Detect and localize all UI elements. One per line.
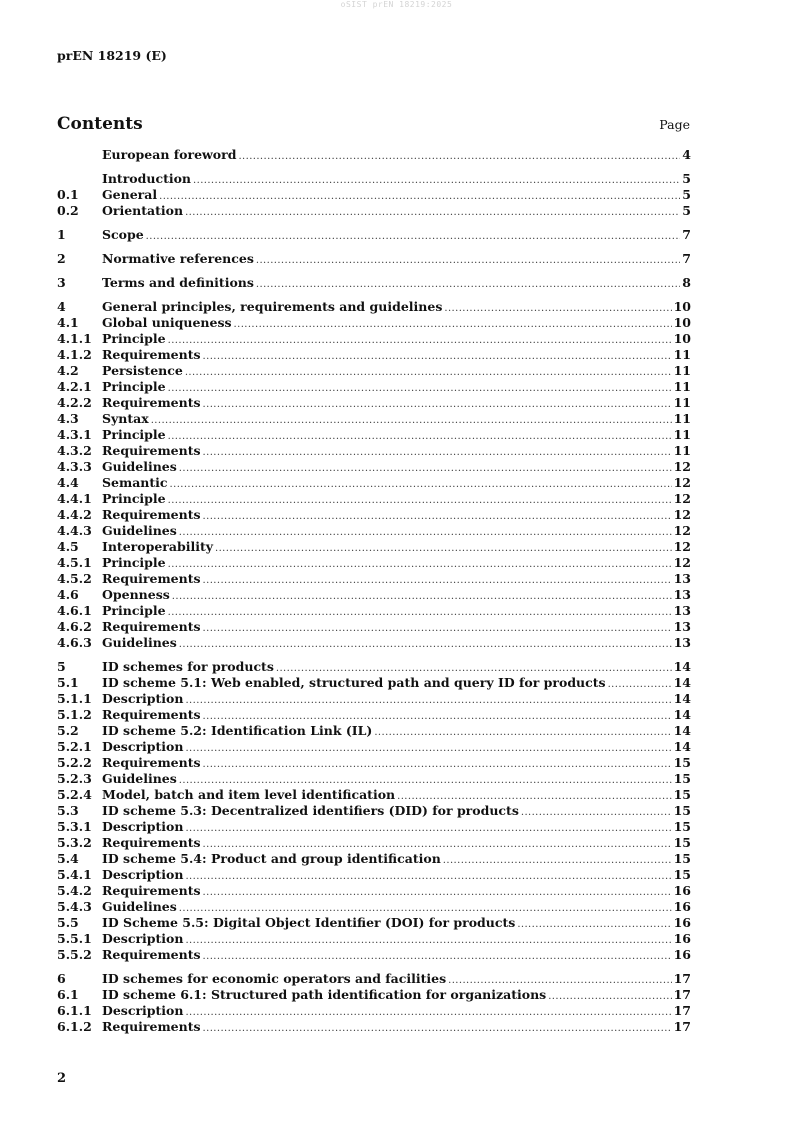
toc-entry-title: Requirements <box>102 883 201 898</box>
toc-entry-page: 15 <box>673 819 691 834</box>
toc-entry-number: 4.3.1 <box>57 427 92 442</box>
toc-entry-number: 5.3 <box>57 803 79 818</box>
toc-entry-title: Requirements <box>102 1019 201 1034</box>
toc-dot-leader <box>168 493 672 509</box>
toc-entry[interactable] <box>57 395 691 411</box>
toc-entry-number: 5.4 <box>57 851 79 866</box>
toc-entry-page: 16 <box>673 899 691 914</box>
toc-entry-number: 5.4.1 <box>57 867 92 882</box>
toc-entry-title: Requirements <box>102 755 201 770</box>
toc-entry-title: Requirements <box>102 707 201 722</box>
toc-entry-page: 17 <box>673 987 691 1002</box>
toc-entry-title: Description <box>102 1003 184 1018</box>
toc-entry[interactable] <box>57 555 691 571</box>
toc-entry-number: 3 <box>57 275 66 290</box>
toc-dot-leader <box>215 541 672 557</box>
toc-entry-title: ID scheme 6.1: Structured path identification for organizations <box>102 987 547 1002</box>
toc-entry[interactable] <box>57 739 691 755</box>
toc-dot-leader <box>168 605 672 621</box>
toc-dot-leader <box>151 413 672 429</box>
toc-entry[interactable] <box>57 147 691 163</box>
toc-dot-leader <box>168 333 672 349</box>
toc-entry[interactable] <box>57 755 691 771</box>
toc-entry-title: Requirements <box>102 443 201 458</box>
toc-entry-number: 4.2.1 <box>57 379 92 394</box>
toc-entry-page: 13 <box>673 587 691 602</box>
toc-entry-number: 0.1 <box>57 187 79 202</box>
toc-entry-page: 11 <box>673 363 691 378</box>
toc-dot-leader <box>179 637 672 653</box>
toc-entry-title: Requirements <box>102 835 201 850</box>
toc-entry-title: Syntax <box>102 411 149 426</box>
toc-entry-title: Semantic <box>102 475 168 490</box>
page-column-label: Page <box>659 117 690 132</box>
toc-entry[interactable] <box>57 1019 691 1035</box>
toc-entry-title: Description <box>102 931 184 946</box>
toc-entry-page: 16 <box>673 931 691 946</box>
toc-entry-number: 5.5.2 <box>57 947 92 962</box>
toc-entry[interactable] <box>57 443 691 459</box>
toc-entry-page: 15 <box>673 787 691 802</box>
toc-entry-title: Principle <box>102 555 166 570</box>
toc-dot-leader <box>185 205 680 221</box>
toc-entry-title: Guidelines <box>102 635 177 650</box>
toc-entry-page: 11 <box>673 443 691 458</box>
toc-dot-leader <box>185 1005 671 1021</box>
toc-entry-number: 5.5.1 <box>57 931 92 946</box>
document-id: prEN 18219 (E) <box>57 48 167 63</box>
toc-entry-number: 2 <box>57 251 66 266</box>
toc-entry-title: ID Scheme 5.5: Digital Object Identifier (DOI) for products <box>102 915 516 930</box>
toc-entry-title: Model, batch and item level identification <box>102 787 396 802</box>
toc-dot-leader <box>168 381 672 397</box>
toc-entry-page: 13 <box>673 603 691 618</box>
toc-entry-number: 1 <box>57 227 66 242</box>
toc-dot-leader <box>521 805 672 821</box>
toc-entry-title: Requirements <box>102 947 201 962</box>
toc-entry[interactable] <box>57 571 691 587</box>
toc-entry-page: 12 <box>673 475 691 490</box>
toc-entry-number: 4.4.1 <box>57 491 92 506</box>
toc-dot-leader <box>203 509 672 525</box>
toc-entry-page: 15 <box>673 755 691 770</box>
toc-entry-number: 0.2 <box>57 203 79 218</box>
toc-dot-leader <box>146 229 681 245</box>
toc-entry-title: Principle <box>102 331 166 346</box>
toc-entry-number: 4.5.1 <box>57 555 92 570</box>
toc-entry-number: 5.3.1 <box>57 819 92 834</box>
toc-dot-leader <box>203 349 672 365</box>
toc-entry-title: Description <box>102 819 184 834</box>
toc-entry[interactable] <box>57 171 691 187</box>
toc-entry[interactable] <box>57 203 691 219</box>
toc-entry-title: General <box>102 187 158 202</box>
toc-entry-number: 5.1.1 <box>57 691 92 706</box>
toc-dot-leader <box>256 253 680 269</box>
toc-entry-number: 4.2 <box>57 363 79 378</box>
toc-entry[interactable] <box>57 299 691 315</box>
toc-entry-number: 4.2.2 <box>57 395 92 410</box>
toc-entry-page: 12 <box>673 523 691 538</box>
toc-entry-number: 4.6 <box>57 587 79 602</box>
toc-entry-number: 6.1.1 <box>57 1003 92 1018</box>
toc-entry-number: 4.1.2 <box>57 347 92 362</box>
toc-entry[interactable] <box>57 691 691 707</box>
toc-dot-leader <box>185 821 671 837</box>
toc-entry-title: Guidelines <box>102 523 177 538</box>
toc-dot-leader <box>203 397 672 413</box>
toc-entry[interactable] <box>57 275 691 291</box>
toc-entry[interactable] <box>57 187 691 203</box>
toc-entry-number: 4.1.1 <box>57 331 92 346</box>
toc-entry-title: European foreword <box>102 147 237 162</box>
toc-entry-page: 13 <box>673 619 691 634</box>
toc-entry-page: 10 <box>673 299 691 314</box>
toc-entry[interactable] <box>57 723 691 739</box>
toc-dot-leader <box>203 573 672 589</box>
toc-entry-number: 6.1.2 <box>57 1019 92 1034</box>
toc-entry-number: 5.3.2 <box>57 835 92 850</box>
toc-dot-leader <box>159 189 680 205</box>
toc-entry-title: Normative references <box>102 251 254 266</box>
toc-dot-leader <box>608 677 672 693</box>
toc-entry-title: Guidelines <box>102 459 177 474</box>
toc-entry[interactable] <box>57 331 691 347</box>
toc-entry-number: 6.1 <box>57 987 79 1002</box>
toc-entry-page: 15 <box>673 867 691 882</box>
toc-entry[interactable] <box>57 947 691 963</box>
toc-dot-leader <box>238 149 680 165</box>
toc-entry-number: 4.3 <box>57 411 79 426</box>
toc-entry-title: Global uniqueness <box>102 315 232 330</box>
toc-dot-leader <box>203 1021 672 1037</box>
toc-dot-leader <box>234 317 672 333</box>
toc-entry-page: 10 <box>673 331 691 346</box>
toc-entry[interactable] <box>57 835 691 851</box>
toc-entry-number: 4.3.3 <box>57 459 92 474</box>
toc-entry[interactable] <box>57 491 691 507</box>
toc-dot-leader <box>172 589 672 605</box>
toc-dot-leader <box>185 869 671 885</box>
toc-entry-page: 12 <box>673 491 691 506</box>
toc-dot-leader <box>203 621 672 637</box>
toc-entry-title: ID schemes for products <box>102 659 274 674</box>
toc-dot-leader <box>185 365 672 381</box>
watermark: oSIST prEN 18219:2025 <box>340 0 453 9</box>
toc-entry-page: 17 <box>673 971 691 986</box>
toc-entry-title: Openness <box>102 587 170 602</box>
toc-entry-page: 13 <box>673 571 691 586</box>
toc-entry[interactable] <box>57 851 691 867</box>
toc-entry-title: Principle <box>102 427 166 442</box>
toc-entry-page: 14 <box>673 707 691 722</box>
toc-entry-title: ID scheme 5.3: Decentralized identifiers (DID) for products <box>102 803 519 818</box>
toc-entry-page: 11 <box>673 347 691 362</box>
toc-entry[interactable] <box>57 523 691 539</box>
toc-entry-title: Introduction <box>102 171 192 186</box>
toc-entry[interactable] <box>57 771 691 787</box>
toc-entry[interactable] <box>57 507 691 523</box>
toc-entry-page: 11 <box>673 395 691 410</box>
toc-entry-page: 5 <box>682 203 691 218</box>
toc-entry-page: 7 <box>682 227 691 242</box>
toc-entry-title: Scope <box>102 227 144 242</box>
toc-entry-title: Guidelines <box>102 771 177 786</box>
toc-entry-number: 5.4.2 <box>57 883 92 898</box>
toc-entry-number: 4.4 <box>57 475 79 490</box>
toc-entry-title: Interoperability <box>102 539 213 554</box>
toc-entry-title: General principles, requirements and guidelines <box>102 299 443 314</box>
toc-entry-title: Principle <box>102 491 166 506</box>
toc-entry-title: Guidelines <box>102 899 177 914</box>
toc-entry-number: 4.4.2 <box>57 507 92 522</box>
toc-entry-page: 5 <box>682 187 691 202</box>
toc-entry[interactable] <box>57 363 691 379</box>
toc-entry-page: 5 <box>682 171 691 186</box>
toc-entry[interactable] <box>57 819 691 835</box>
toc-entry-title: Principle <box>102 603 166 618</box>
toc-entry-title: Requirements <box>102 571 201 586</box>
toc-dot-leader <box>168 557 672 573</box>
toc-entry-title: Description <box>102 691 184 706</box>
toc-entry[interactable] <box>57 251 691 267</box>
toc-entry[interactable] <box>57 603 691 619</box>
toc-dot-leader <box>203 885 672 901</box>
toc-entry[interactable] <box>57 347 691 363</box>
toc-entry-title: Requirements <box>102 347 201 362</box>
toc-dot-leader <box>185 693 671 709</box>
toc-dot-leader <box>168 429 672 445</box>
toc-entry-title: Principle <box>102 379 166 394</box>
toc-entry-number: 4.1 <box>57 315 79 330</box>
toc-entry-title: Orientation <box>102 203 184 218</box>
toc-entry-page: 13 <box>673 635 691 650</box>
toc-dot-leader <box>179 525 672 541</box>
toc-dot-leader <box>203 445 672 461</box>
toc-entry-page: 15 <box>673 803 691 818</box>
toc-entry-title: Persistence <box>102 363 183 378</box>
toc-entry-number: 5.2.2 <box>57 755 92 770</box>
toc-dot-leader <box>179 461 672 477</box>
toc-entry-number: 5.4.3 <box>57 899 92 914</box>
toc-entry-page: 11 <box>673 379 691 394</box>
toc-dot-leader <box>203 757 672 773</box>
toc-entry-number: 4.6.3 <box>57 635 92 650</box>
toc-entry[interactable] <box>57 227 691 243</box>
toc-entry[interactable] <box>57 475 691 491</box>
toc-entry-page: 12 <box>673 459 691 474</box>
page-number: 2 <box>57 1071 67 1086</box>
toc-dot-leader <box>170 477 672 493</box>
toc-entry[interactable] <box>57 659 691 675</box>
toc-entry[interactable] <box>57 899 691 915</box>
toc-entry[interactable] <box>57 587 691 603</box>
toc-entry-number: 4.5 <box>57 539 79 554</box>
toc-entry-title: Requirements <box>102 507 201 522</box>
toc-entry-page: 15 <box>673 835 691 850</box>
toc-entry-number: 4.4.3 <box>57 523 92 538</box>
toc-entry[interactable] <box>57 915 691 931</box>
toc-entry[interactable] <box>57 707 691 723</box>
toc-entry-page: 12 <box>673 539 691 554</box>
toc-entry-page: 10 <box>673 315 691 330</box>
toc-entry[interactable] <box>57 315 691 331</box>
toc-entry-number: 4.3.2 <box>57 443 92 458</box>
toc-entry-number: 5.2.4 <box>57 787 92 802</box>
toc-entry-number: 5.1.2 <box>57 707 92 722</box>
toc-entry-page: 15 <box>673 771 691 786</box>
toc-entry[interactable] <box>57 931 691 947</box>
toc-entry-title: Requirements <box>102 395 201 410</box>
contents-heading: Contents <box>57 114 143 134</box>
toc-entry-page: 16 <box>673 947 691 962</box>
toc-entry[interactable] <box>57 539 691 555</box>
toc-entry-title: ID scheme 5.1: Web enabled, structured path and query ID for products <box>102 675 606 690</box>
toc-entry-number: 4.6.1 <box>57 603 92 618</box>
toc-entry-title: Description <box>102 739 184 754</box>
toc-entry-number: 5.1 <box>57 675 79 690</box>
toc-entry[interactable] <box>57 787 691 803</box>
toc-entry-page: 12 <box>673 555 691 570</box>
toc-dot-leader <box>444 301 671 317</box>
toc-dot-leader <box>256 277 680 293</box>
toc-entry-page: 8 <box>682 275 691 290</box>
toc-entry-page: 16 <box>673 915 691 930</box>
toc-entry[interactable] <box>57 971 691 987</box>
toc-entry-page: 7 <box>682 251 691 266</box>
toc-entry-number: 6 <box>57 971 66 986</box>
toc-entry[interactable] <box>57 635 691 651</box>
toc-dot-leader <box>185 933 671 949</box>
toc-entry-page: 14 <box>673 723 691 738</box>
toc-entry[interactable] <box>57 411 691 427</box>
toc-entry-title: Requirements <box>102 619 201 634</box>
toc-entry[interactable] <box>57 1003 691 1019</box>
toc-dot-leader <box>203 949 672 965</box>
toc-entry-title: ID scheme 5.2: Identification Link (IL) <box>102 723 373 738</box>
table-of-contents <box>57 147 691 1035</box>
toc-entry-number: 4 <box>57 299 66 314</box>
toc-entry-number: 4.5.2 <box>57 571 92 586</box>
toc-entry-number: 5.5 <box>57 915 79 930</box>
toc-entry-page: 14 <box>673 691 691 706</box>
toc-entry[interactable] <box>57 675 691 691</box>
toc-entry[interactable] <box>57 883 691 899</box>
toc-entry[interactable] <box>57 987 691 1003</box>
toc-entry[interactable] <box>57 427 691 443</box>
toc-entry[interactable] <box>57 379 691 395</box>
toc-entry-page: 11 <box>673 411 691 426</box>
toc-entry[interactable] <box>57 867 691 883</box>
toc-entry-title: ID schemes for economic operators and facilities <box>102 971 447 986</box>
toc-entry-page: 17 <box>673 1003 691 1018</box>
toc-dot-leader <box>185 741 671 757</box>
toc-entry-page: 14 <box>673 659 691 674</box>
toc-entry-page: 17 <box>673 1019 691 1034</box>
toc-entry-number: 5.2 <box>57 723 79 738</box>
toc-entry-page: 14 <box>673 739 691 754</box>
toc-entry-page: 11 <box>673 427 691 442</box>
toc-entry-number: 5.2.3 <box>57 771 92 786</box>
toc-dot-leader <box>548 989 671 1005</box>
toc-entry-number: 5.2.1 <box>57 739 92 754</box>
toc-entry-title: ID scheme 5.4: Product and group identification <box>102 851 441 866</box>
toc-entry-page: 4 <box>682 147 691 162</box>
toc-entry-page: 16 <box>673 883 691 898</box>
toc-entry-page: 14 <box>673 675 691 690</box>
toc-dot-leader <box>193 173 680 189</box>
toc-dot-leader <box>517 917 671 933</box>
toc-dot-leader <box>374 725 671 741</box>
toc-entry[interactable] <box>57 459 691 475</box>
toc-dot-leader <box>443 853 672 869</box>
toc-entry[interactable] <box>57 803 691 819</box>
toc-entry-page: 15 <box>673 851 691 866</box>
toc-entry-number: 4.6.2 <box>57 619 92 634</box>
toc-entry-title: Terms and definitions <box>102 275 254 290</box>
toc-entry-number: 5 <box>57 659 66 674</box>
toc-entry-page: 12 <box>673 507 691 522</box>
toc-entry[interactable] <box>57 619 691 635</box>
toc-entry-title: Description <box>102 867 184 882</box>
